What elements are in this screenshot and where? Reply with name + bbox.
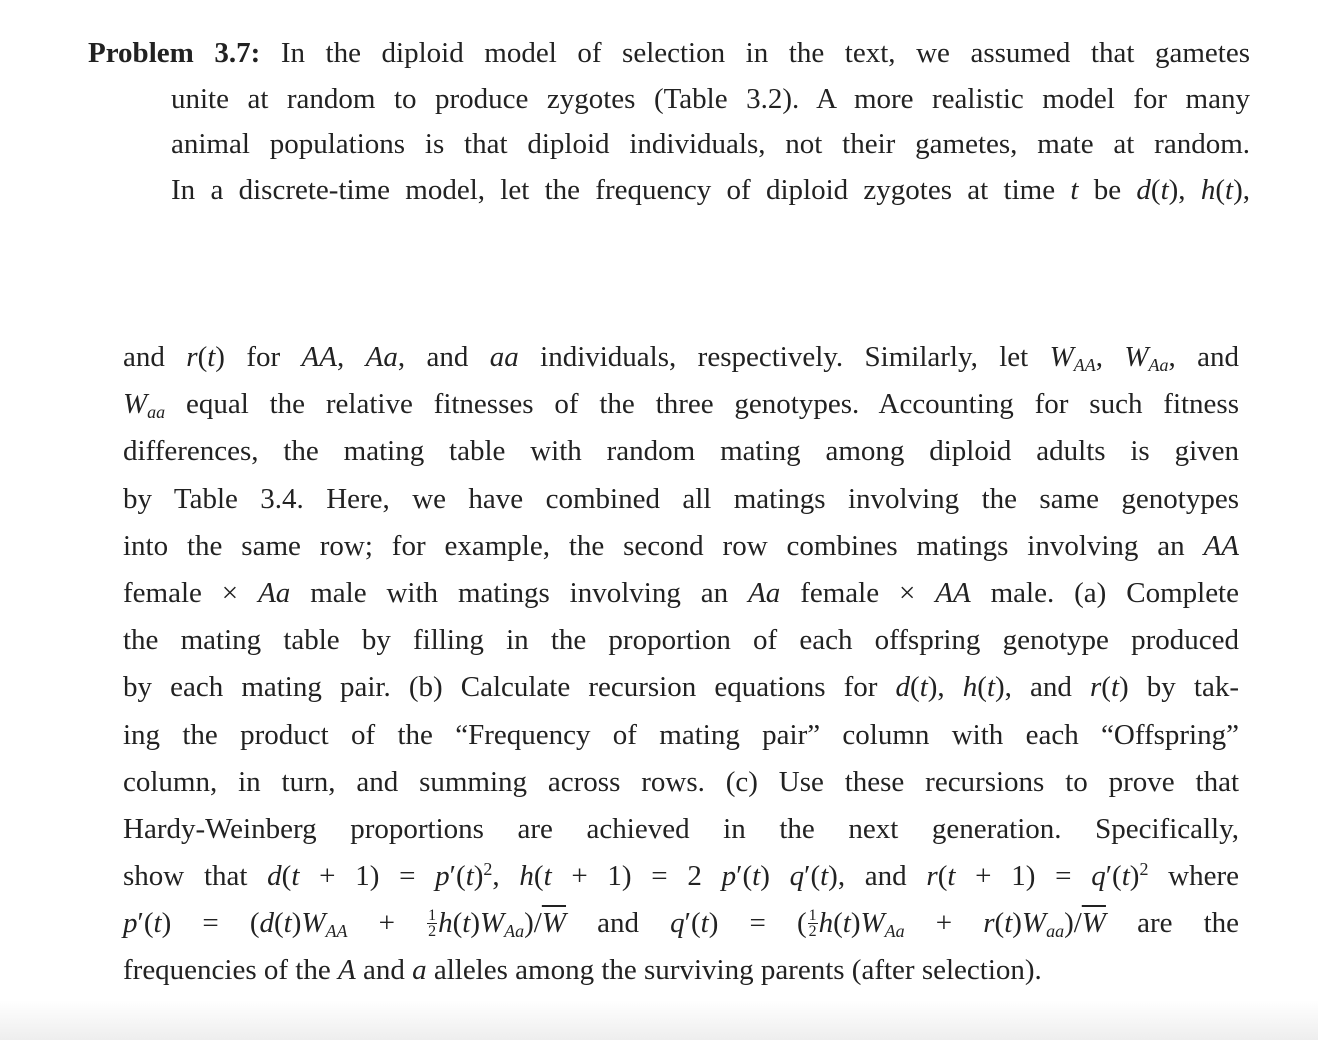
problem-intro-paragraph <box>88 31 1250 213</box>
fraction-one-half: $\frac{1}{2}$ <box>428 907 437 941</box>
problem-continuation-paragraph <box>123 334 1239 995</box>
text-line: by Table 3.4. Here, we have combined all matings involving the same genotypes <box>123 482 1239 515</box>
text-line: unite at random to produce zygotes (Table 3.2). A more realistic model for many <box>171 82 1250 115</box>
text-line: frequencies of the A and a alleles among the surviving parents (after selection). <box>123 954 1042 987</box>
text-line: the mating table by filling in the proportion of each offspring genotype produced <box>123 624 1239 657</box>
text-line: Problem 3.7: In the diploid model of selection in the text, we assumed that gametes <box>88 37 1250 69</box>
text-line: animal populations is that diploid individuals, not their gametes, mate at random. <box>171 128 1250 160</box>
text-line: column, in turn, and summing across rows. (c) Use these recursions to prove that <box>123 765 1239 798</box>
page-bottom-shadow <box>0 1000 1318 1040</box>
text-line: and r(t) for AA, Aa, and aa individuals, respectively. Similarly, let $W_{AA}$, $W_{Aa}$, and <box>123 341 1240 376</box>
text-line: Hardy-Weinberg proportions are achieved in the next generation. Specifically, <box>123 812 1239 845</box>
text-line: into the same row; for example, the second row combines matings involving an AA <box>123 529 1239 562</box>
text-line: In a discrete-time model, let the frequency of diploid zygotes at time t be d(t), h(t), <box>171 173 1250 206</box>
text-line: show that $d(t + 1) = p'(t)^2$, h(t + 1) = 2 p′(t) q′(t), and $r(t + 1) = q'(t)^2$ where <box>123 859 1240 893</box>
problem-label: Problem 3.7: <box>88 37 261 69</box>
text-line: differences, the mating table with random mating among diploid adults is given <box>123 435 1239 468</box>
fraction-one-half: $\frac{1}{2}$ <box>808 907 817 941</box>
text-line: female × Aa male with matings involving an Aa female × AA male. (a) Complete <box>123 576 1239 609</box>
text-line: $W_{aa}$ equal the relative fitnesses of the three genotypes. Accounting for such fitness <box>123 388 1239 423</box>
text-line: $p'(t) = (d(t)W_{AA}$ + $\frac{1}{2}$ $h(t)W_{Aa})/\overline{W}$ and q′(t) = ( $\frac{1}{2}$ $h(t)W_{Aa} + r(t)W_{aa})/\overline{W}$ are the <box>123 907 1240 942</box>
text-line: ing the product of the “Frequency of mating pair” column with each “Offspring” <box>123 718 1239 751</box>
text-line: by each mating pair. (b) Calculate recursion equations for d(t), h(t), and r(t) by tak- <box>123 671 1239 704</box>
